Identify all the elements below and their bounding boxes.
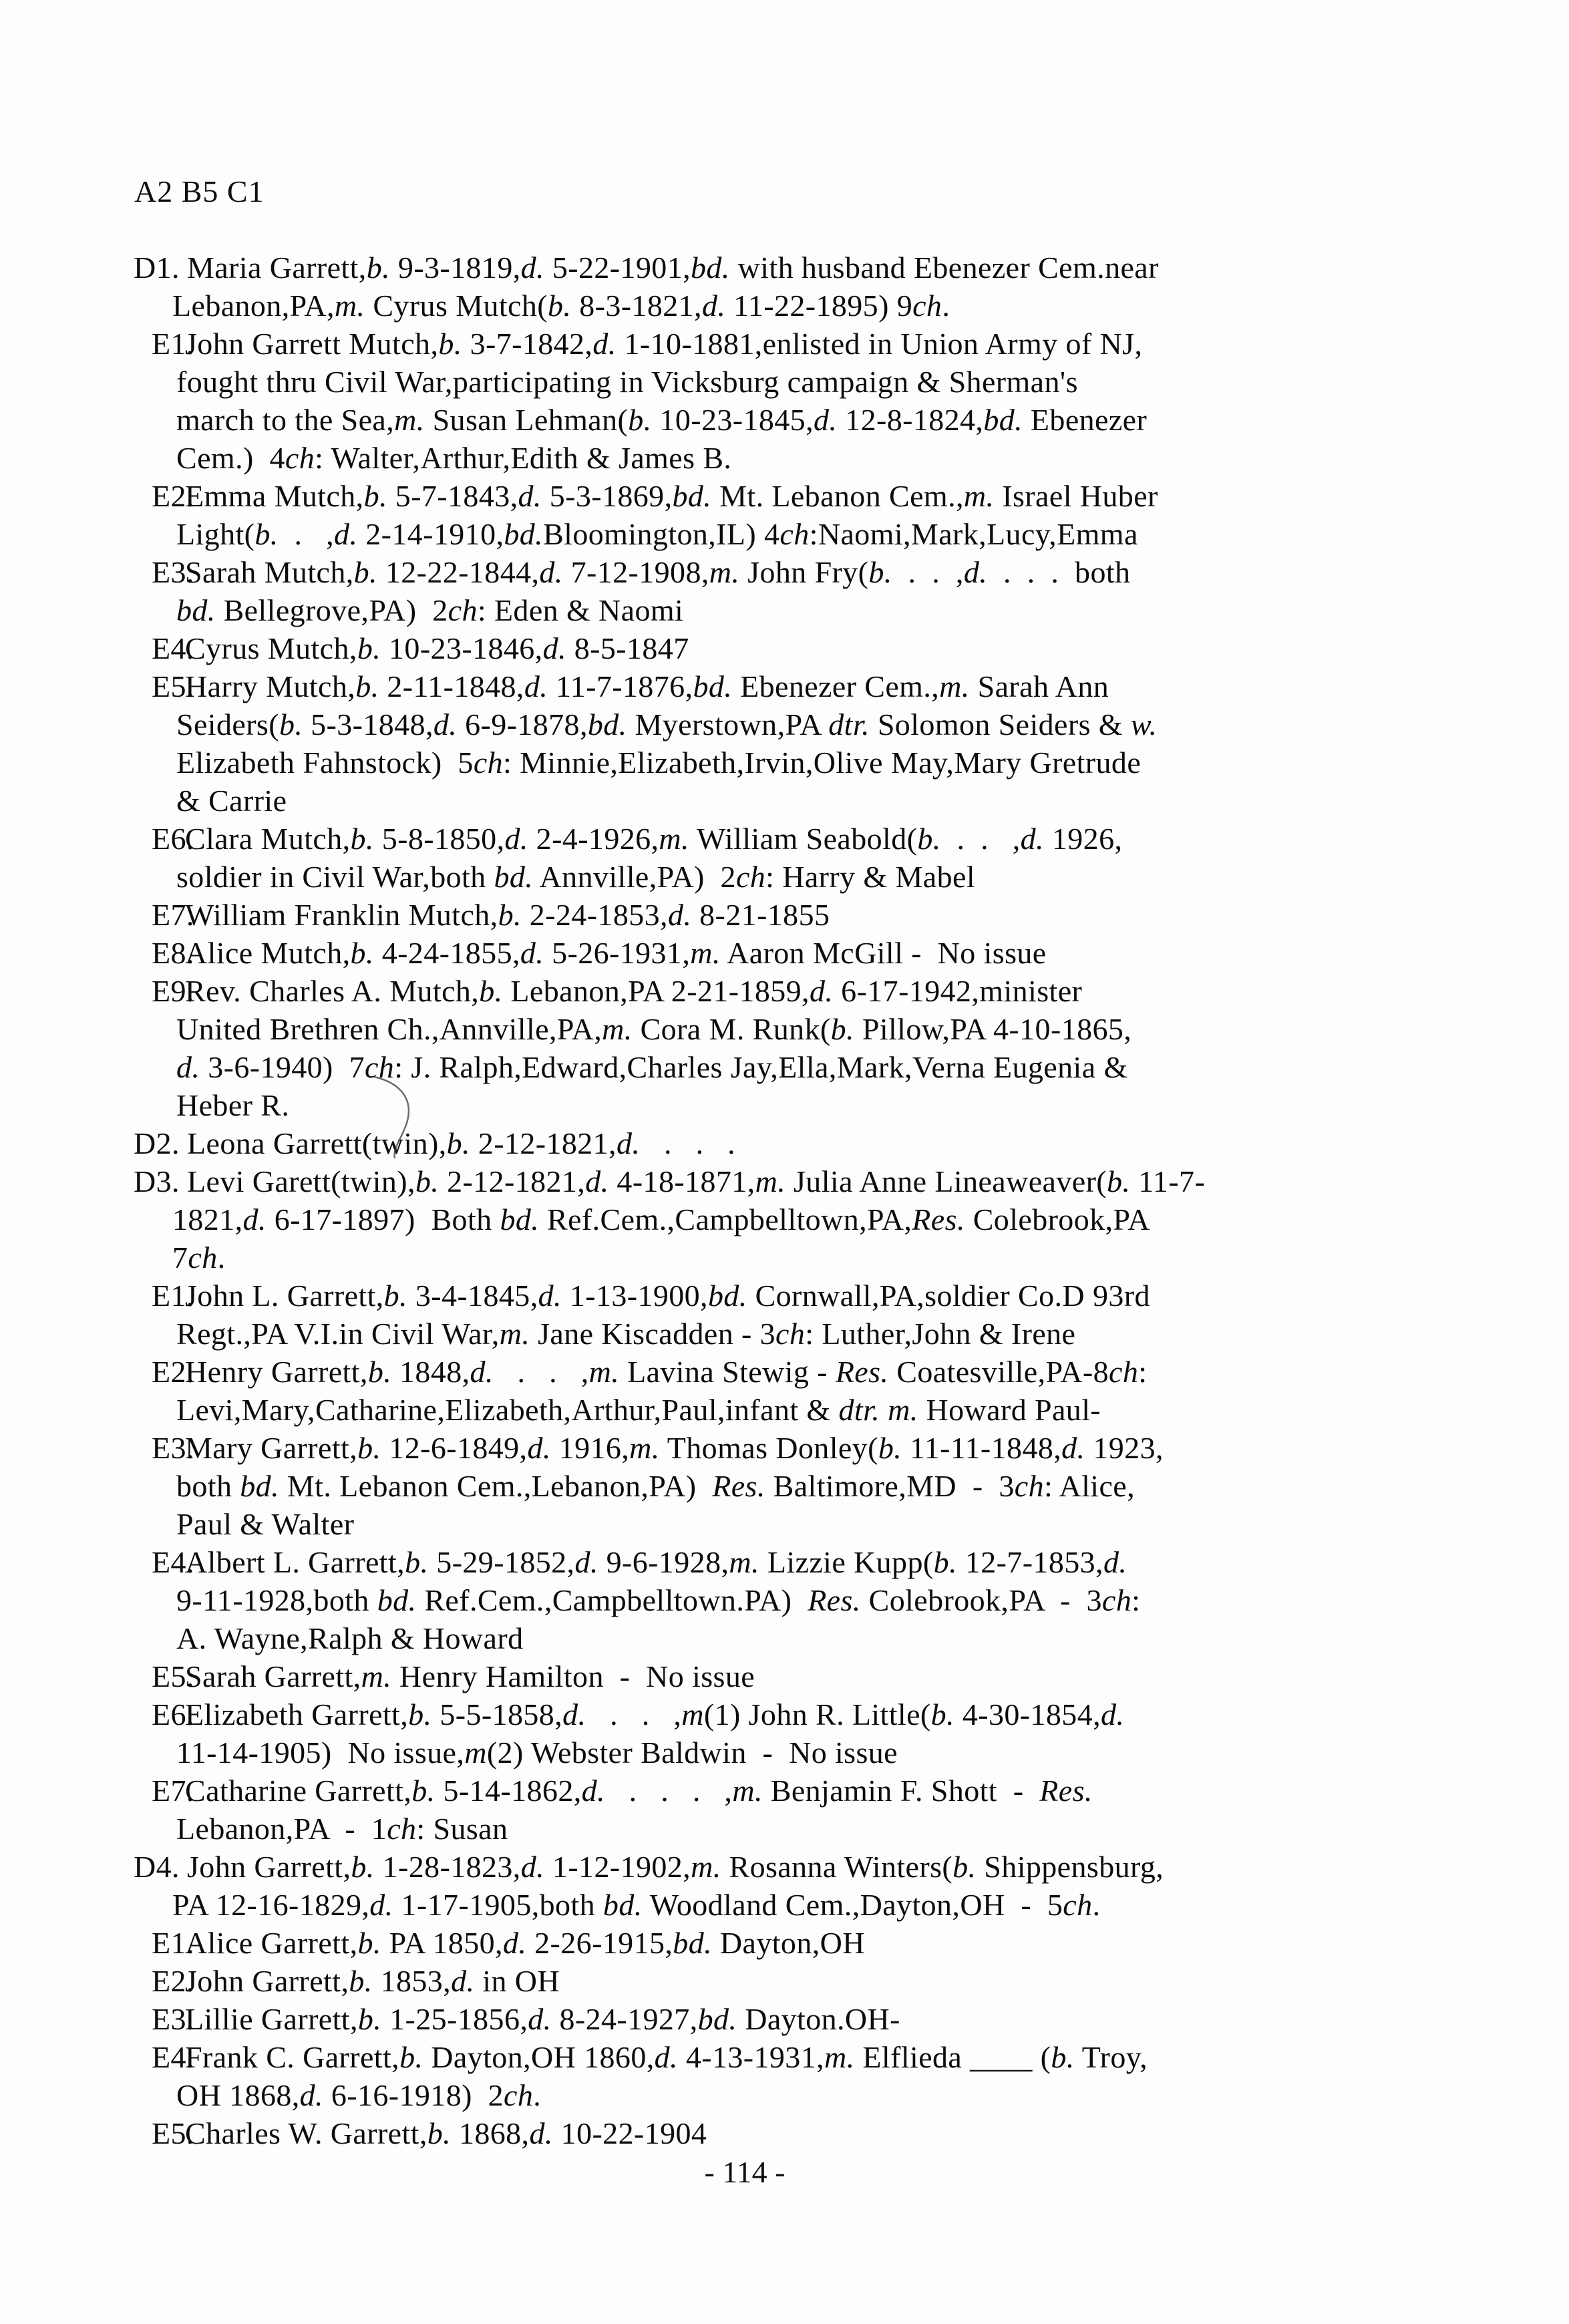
entry-label: E2.	[152, 1964, 194, 1998]
entry-text: Maria Garrett,b. 9-3-1819,d. 5-22-1901,bd. with husband Ebenezer Cem.near	[187, 251, 1159, 285]
entry-label: E7.	[152, 1774, 194, 1808]
entry-label: E9.	[152, 974, 194, 1008]
entry-label: E2.	[152, 1355, 194, 1389]
genealogy-entry	[134, 1124, 1510, 1162]
genealogy-entry	[152, 1353, 1510, 1429]
entry-text: Emma Mutch,b. 5-7-1843,d. 5-3-1869,bd. Mt. Lebanon Cem.,m. Israel Huber	[185, 479, 1158, 513]
entry-label: E2.	[152, 479, 194, 513]
page-header-code: A2 B5 C1	[134, 174, 265, 208]
entry-line-continuation: PA 12-16-1829,d. 1-17-1905,both bd. Woodland Cem.,Dayton,OH - 5ch.	[172, 1888, 1101, 1922]
entry-line-continuation: Light(b. . ,d. 2-14-1910,bd.Bloomington,IL) 4ch:Naomi,Mark,Lucy,Emma	[176, 517, 1138, 551]
genealogy-entry	[134, 1848, 1510, 1924]
entry-label: E6.	[152, 1697, 194, 1731]
entry-line-continuation: 7ch.	[172, 1240, 226, 1275]
entry-line-continuation: Heber R.	[176, 1088, 290, 1122]
genealogy-entry	[152, 1924, 1510, 1962]
entry-text: Harry Mutch,b. 2-11-1848,d. 11-7-1876,bd. Ebenezer Cem.,m. Sarah Ann	[185, 669, 1109, 703]
entry-text: Henry Garrett,b. 1848,d. . . ,m. Lavina Stewig - Res. Coatesville,PA-8ch:	[185, 1355, 1148, 1389]
genealogy-entry	[152, 2114, 1510, 2152]
entry-label: E1.	[152, 1926, 194, 1960]
entry-text: Albert L. Garrett,b. 5-29-1852,d. 9-6-1928,m. Lizzie Kupp(b. 12-7-1853,d.	[185, 1545, 1127, 1579]
genealogy-entry	[152, 1543, 1510, 1657]
entry-line-continuation: bd. Bellegrove,PA) 2ch: Eden & Naomi	[176, 593, 684, 627]
entry-label: D1.	[134, 251, 180, 285]
entry-text: Rev. Charles A. Mutch,b. Lebanon,PA 2-21-1859,d. 6-17-1942,minister	[185, 974, 1083, 1008]
entry-line-continuation: Regt.,PA V.I.in Civil War,m. Jane Kiscadden - 3ch: Luther,John & Irene	[176, 1317, 1076, 1351]
entry-first-line	[152, 1924, 1510, 1962]
genealogy-entry	[152, 2000, 1510, 2038]
entry-line-continuation: 1821,d. 6-17-1897) Both bd. Ref.Cem.,Campbelltown,PA,Res. Colebrook,PA	[172, 1202, 1150, 1236]
entry-line-continuation: Levi,Mary,Catharine,Elizabeth,Arthur,Paul,infant & dtr. m. Howard Paul-	[176, 1393, 1101, 1427]
entry-line-continuation: United Brethren Ch.,Annville,PA,m. Cora M. Runk(b. Pillow,PA 4-10-1865,	[176, 1012, 1132, 1046]
entry-label: E4.	[152, 2040, 194, 2074]
entry-first-line	[152, 1429, 1510, 1467]
entry-text: Clara Mutch,b. 5-8-1850,d. 2-4-1926,m. William Seabold(b. . . ,d. 1926,	[185, 822, 1123, 856]
entry-first-line	[152, 1695, 1510, 1733]
entry-first-line	[152, 1772, 1510, 1810]
genealogy-entry	[152, 2038, 1510, 2114]
entry-line-continuation: Seiders(b. 5-3-1848,d. 6-9-1878,bd. Myerstown,PA dtr. Solomon Seiders & w.	[176, 707, 1158, 741]
entry-first-line	[152, 1277, 1510, 1315]
entry-text: Catharine Garrett,b. 5-14-1862,d. . . . ,m. Benjamin F. Shott - Res.	[185, 1774, 1093, 1808]
entry-first-line	[152, 477, 1510, 515]
entry-line-continuation: & Carrie	[176, 784, 287, 818]
entry-first-line	[152, 934, 1510, 972]
entry-first-line	[134, 248, 1510, 287]
entry-first-line	[152, 553, 1510, 591]
genealogy-entry	[152, 1962, 1510, 2000]
entry-line-continuation: Elizabeth Fahnstock) 5ch: Minnie,Elizabeth,Irvin,Olive May,Mary Gretrude	[176, 745, 1142, 780]
entry-label: E3.	[152, 1431, 194, 1465]
entry-label: E5.	[152, 2116, 194, 2150]
entry-text: John Garrett,b. 1-28-1823,d. 1-12-1902,m. Rosanna Winters(b. Shippensburg,	[187, 1850, 1164, 1884]
entry-first-line	[152, 325, 1510, 363]
entry-line-continuation: 11-14-1905) No issue,m(2) Webster Baldwin - No issue	[176, 1735, 898, 1770]
entry-text: Elizabeth Garrett,b. 5-5-1858,d. . . ,m(1) John R. Little(b. 4-30-1854,d.	[185, 1697, 1125, 1731]
genealogy-entry	[152, 667, 1510, 820]
entry-label: E5.	[152, 1659, 194, 1693]
entry-first-line	[152, 1962, 1510, 2000]
entry-first-line	[134, 1848, 1510, 1886]
entry-first-line	[152, 972, 1510, 1010]
genealogy-entry	[152, 896, 1510, 934]
entry-first-line	[152, 1353, 1510, 1391]
genealogy-entry	[152, 1277, 1510, 1353]
page-number: - 114 -	[704, 2155, 786, 2189]
genealogy-entry	[152, 934, 1510, 972]
entry-text: Leona Garrett(twin),b. 2-12-1821,d. . . .	[187, 1126, 736, 1160]
entry-first-line	[134, 1124, 1510, 1162]
entry-text: Alice Mutch,b. 4-24-1855,d. 5-26-1931,m. Aaron McGill - No issue	[185, 936, 1047, 970]
entry-text: Frank C. Garrett,b. Dayton,OH 1860,d. 4-13-1931,m. Elflieda ____ (b. Troy,	[185, 2040, 1148, 2074]
entry-label: E3.	[152, 2002, 194, 2036]
entry-text: Cyrus Mutch,b. 10-23-1846,d. 8-5-1847	[185, 631, 689, 665]
entry-text: Mary Garrett,b. 12-6-1849,d. 1916,m. Thomas Donley(b. 11-11-1848,d. 1923,	[185, 1431, 1164, 1465]
entry-label: D3.	[134, 1164, 180, 1198]
entry-text: Sarah Mutch,b. 12-22-1844,d. 7-12-1908,m. John Fry(b. . . ,d. . . . both	[185, 555, 1131, 589]
entry-first-line	[152, 667, 1510, 705]
entry-first-line	[134, 1162, 1510, 1200]
genealogy-entry	[152, 553, 1510, 629]
genealogy-entry	[152, 325, 1510, 477]
entry-first-line	[152, 2000, 1510, 2038]
genealogy-entry	[152, 820, 1510, 896]
entry-line-continuation: both bd. Mt. Lebanon Cem.,Lebanon,PA) Res. Baltimore,MD - 3ch: Alice,	[176, 1469, 1136, 1503]
entry-line-continuation: OH 1868,d. 6-16-1918) 2ch.	[176, 2078, 542, 2112]
entry-label: E4.	[152, 631, 194, 665]
entry-label: E6.	[152, 822, 194, 856]
entry-text: Alice Garrett,b. PA 1850,d. 2-26-1915,bd. Dayton,OH	[185, 1926, 865, 1960]
entry-text: John Garrett,b. 1853,d. in OH	[185, 1964, 560, 1998]
genealogy-entry	[152, 972, 1510, 1124]
genealogy-entry	[152, 629, 1510, 667]
entry-label: D2.	[134, 1126, 180, 1160]
genealogy-entry	[152, 1429, 1510, 1543]
entry-text: John Garrett Mutch,b. 3-7-1842,d. 1-10-1881,enlisted in Union Army of NJ,	[185, 327, 1143, 361]
entry-line-continuation: d. 3-6-1940) 7ch: J. Ralph,Edward,Charles Jay,Ella,Mark,Verna Eugenia &	[176, 1050, 1128, 1084]
entry-label: E1.	[152, 327, 194, 361]
genealogy-entry	[152, 1657, 1510, 1695]
entry-text: William Franklin Mutch,b. 2-24-1853,d. 8-21-1855	[185, 898, 830, 932]
genealogy-entry	[152, 1695, 1510, 1772]
entry-line-continuation: 9-11-1928,both bd. Ref.Cem.,Campbelltown.PA) Res. Colebrook,PA - 3ch:	[176, 1583, 1141, 1617]
entry-first-line	[152, 629, 1510, 667]
entry-text: John L. Garrett,b. 3-4-1845,d. 1-13-1900,bd. Cornwall,PA,soldier Co.D 93rd	[185, 1279, 1150, 1313]
entry-line-continuation: fought thru Civil War,participating in Vicksburg campaign & Sherman's	[176, 365, 1078, 399]
entry-line-continuation: Paul & Walter	[176, 1507, 355, 1541]
entries	[134, 248, 1510, 2191]
genealogy-entry	[134, 248, 1510, 325]
entry-text: Sarah Garrett,m. Henry Hamilton - No issue	[185, 1659, 755, 1693]
entry-label: E1.	[152, 1279, 194, 1313]
entry-text: Levi Garett(twin),b. 2-12-1821,d. 4-18-1871,m. Julia Anne Lineaweaver(b. 11-7-	[187, 1164, 1206, 1198]
genealogy-entry	[152, 1772, 1510, 1848]
entry-label: D4.	[134, 1850, 180, 1884]
entry-label: E3.	[152, 555, 194, 589]
entry-label: E8.	[152, 936, 194, 970]
entry-first-line	[152, 1543, 1510, 1581]
entry-label: E5.	[152, 669, 194, 703]
entry-label: E4.	[152, 1545, 194, 1579]
entry-line-continuation: Cem.) 4ch: Walter,Arthur,Edith & James B.	[176, 441, 732, 475]
entry-line-continuation: Lebanon,PA,m. Cyrus Mutch(b. 8-3-1821,d. 11-22-1895) 9ch.	[172, 289, 950, 323]
entry-label: E7.	[152, 898, 194, 932]
entry-line-continuation: soldier in Civil War,both bd. Annville,PA) 2ch: Harry & Mabel	[176, 860, 976, 894]
entry-first-line	[152, 820, 1510, 858]
entry-first-line	[152, 2114, 1510, 2152]
entry-text: Charles W. Garrett,b. 1868,d. 10-22-1904	[185, 2116, 707, 2150]
entry-text: Lillie Garrett,b. 1-25-1856,d. 8-24-1927,bd. Dayton.OH-	[185, 2002, 900, 2036]
genealogy-entry	[134, 1162, 1510, 1277]
entry-line-continuation: march to the Sea,m. Susan Lehman(b. 10-23-1845,d. 12-8-1824,bd. Ebenezer	[176, 403, 1148, 437]
entry-first-line	[152, 896, 1510, 934]
entry-line-continuation: Lebanon,PA - 1ch: Susan	[176, 1812, 508, 1846]
entry-first-line	[152, 1657, 1510, 1695]
entry-first-line	[152, 2038, 1510, 2076]
entry-line-continuation: A. Wayne,Ralph & Howard	[176, 1621, 524, 1655]
genealogy-entry	[152, 477, 1510, 553]
